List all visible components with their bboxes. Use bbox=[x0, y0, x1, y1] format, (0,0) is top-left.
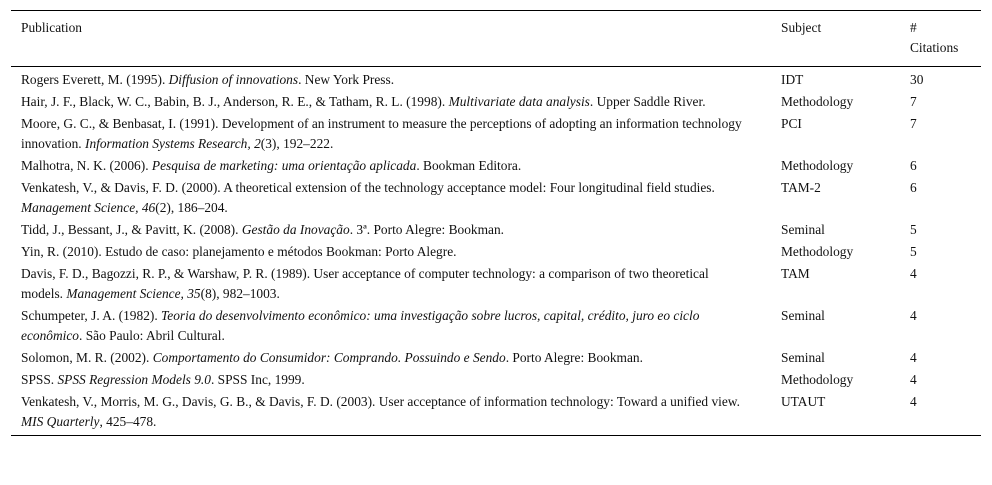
publication-italic-segment: Management Science, 35 bbox=[66, 286, 201, 301]
cell-publication bbox=[11, 67, 771, 93]
cell-publication bbox=[11, 220, 771, 242]
cell-subject: IDT bbox=[781, 72, 804, 87]
publication-text-segment: . SPSS Inc, 1999. bbox=[210, 372, 305, 387]
table-row bbox=[11, 348, 981, 370]
cell-subject: Seminal bbox=[781, 350, 825, 365]
cell-citations: 4 bbox=[910, 266, 917, 281]
publication-text-segment: Hair, J. F., Black, W. C., Babin, B. J., Anderson, R. E., & Tatham, R. L. (1998). bbox=[21, 94, 449, 109]
cell-subject: Seminal bbox=[781, 308, 825, 323]
cell-citations: 6 bbox=[910, 180, 917, 195]
table-row bbox=[11, 156, 981, 178]
publication-text-segment: . 3ª. Porto Alegre: Bookman. bbox=[349, 222, 505, 237]
publication-text-segment: Tidd, J., Bessant, J., & Pavitt, K. (2008). bbox=[21, 222, 242, 237]
citations-table-container bbox=[11, 10, 981, 436]
cell-publication bbox=[11, 242, 771, 264]
cell-citations: 4 bbox=[910, 394, 917, 409]
cell-citations: 4 bbox=[910, 350, 917, 365]
header-row bbox=[11, 11, 981, 67]
table-header bbox=[11, 11, 981, 67]
publication-italic-segment: Pesquisa de marketing: uma orientação aplicada bbox=[151, 158, 417, 173]
cell-subject: Methodology bbox=[781, 94, 854, 109]
cell-publication bbox=[11, 306, 771, 348]
table-row bbox=[11, 114, 981, 156]
cell-citations: 4 bbox=[910, 308, 917, 323]
publication-text-segment: , 425–478. bbox=[99, 414, 157, 429]
publication-text-segment: Davis, F. D., Bagozzi, R. P., & Warshaw, P. R. (1989). User acceptance of computer technology: a comparison of two theoretical models. bbox=[21, 266, 709, 301]
cell-subject: TAM-2 bbox=[781, 180, 821, 195]
header-subject: Subject bbox=[781, 20, 822, 35]
table-row bbox=[11, 67, 981, 93]
cell-publication bbox=[11, 264, 771, 306]
table-row bbox=[11, 392, 981, 436]
table-row bbox=[11, 370, 981, 392]
cell-subject: Seminal bbox=[781, 222, 825, 237]
publication-text-segment: . Bookman Editora. bbox=[416, 158, 522, 173]
publication-italic-segment: MIS Quarterly bbox=[21, 414, 100, 429]
publication-italic-segment: Information Systems Research, 2 bbox=[84, 136, 261, 151]
cell-publication bbox=[11, 156, 771, 178]
publication-text-segment: Venkatesh, V., Morris, M. G., Davis, G. B., & Davis, F. D. (2003). User acceptance of information technology: Toward a unified view. bbox=[21, 394, 740, 409]
cell-citations: 30 bbox=[910, 72, 924, 87]
table-row bbox=[11, 220, 981, 242]
publication-text-segment: . Porto Alegre: Bookman. bbox=[505, 350, 643, 365]
table-row bbox=[11, 92, 981, 114]
publication-text-segment: Schumpeter, J. A. (1982). bbox=[21, 308, 162, 323]
cell-subject: PCI bbox=[781, 116, 802, 131]
publication-text-segment: . New York Press. bbox=[298, 72, 395, 87]
cell-publication bbox=[11, 178, 771, 220]
table-body bbox=[11, 67, 981, 436]
publication-text-segment: (3), 192–222. bbox=[260, 136, 334, 151]
publication-italic-segment: Teoria do desenvolvimento econômico: uma investigação sobre lucros, capital, crédito, juro eo ciclo econômico bbox=[21, 308, 700, 343]
publication-text-segment: Moore, G. C., & Benbasat, I. (1991). Development of an instrument to measure the perceptions of adopting an information technology innovation. bbox=[21, 116, 742, 151]
cell-publication bbox=[11, 114, 771, 156]
cell-citations: 7 bbox=[910, 116, 917, 131]
publication-italic-segment: Multivariate data analysis bbox=[448, 94, 590, 109]
cell-subject: UTAUT bbox=[781, 394, 826, 409]
publication-text-segment: (2), 186–204. bbox=[155, 200, 228, 215]
publication-text-segment: Rogers Everett, M. (1995). bbox=[21, 72, 169, 87]
citations-table bbox=[11, 10, 981, 436]
cell-citations: 5 bbox=[910, 244, 917, 259]
publication-italic-segment: Gestão da Inovação bbox=[241, 222, 350, 237]
publication-text-segment: Solomon, M. R. (2002). bbox=[21, 350, 153, 365]
publication-italic-segment: Management Science, 46 bbox=[21, 200, 156, 215]
cell-subject: TAM bbox=[781, 266, 810, 281]
cell-subject: Methodology bbox=[781, 244, 854, 259]
header-citations-word: Citations bbox=[910, 40, 959, 55]
publication-text-segment: . São Paulo: Abril Cultural. bbox=[79, 328, 225, 343]
table-row bbox=[11, 178, 981, 220]
publication-text-segment: Venkatesh, V., & Davis, F. D. (2000). A theoretical extension of the technology acceptance model: Four longitudinal field studies. bbox=[21, 180, 715, 195]
cell-citations: 7 bbox=[910, 94, 917, 109]
publication-italic-segment: SPSS Regression Models 9.0 bbox=[57, 372, 211, 387]
table-row bbox=[11, 242, 981, 264]
publication-italic-segment: Diffusion of innovations bbox=[168, 72, 299, 87]
cell-publication bbox=[11, 348, 771, 370]
cell-publication bbox=[11, 392, 771, 436]
cell-citations: 6 bbox=[910, 158, 917, 173]
cell-publication bbox=[11, 370, 771, 392]
header-publication: Publication bbox=[21, 20, 82, 35]
header-citations bbox=[900, 11, 981, 67]
table-row bbox=[11, 306, 981, 348]
cell-subject: Methodology bbox=[781, 158, 854, 173]
publication-text-segment: Yin, R. (2010). Estudo de caso: planejamento e métodos Bookman: Porto Alegre. bbox=[21, 244, 457, 259]
publication-text-segment: . Upper Saddle River. bbox=[589, 94, 706, 109]
publication-text-segment: Malhotra, N. K. (2006). bbox=[21, 158, 152, 173]
cell-citations: 5 bbox=[910, 222, 917, 237]
publication-text-segment: (8), 982–1003. bbox=[200, 286, 280, 301]
cell-citations: 4 bbox=[910, 372, 917, 387]
publication-italic-segment: Comportamento do Consumidor: Comprando. Possuindo e Sendo bbox=[152, 350, 506, 365]
header-citations-hash: # bbox=[910, 20, 917, 35]
cell-subject: Methodology bbox=[781, 372, 854, 387]
publication-text-segment: SPSS. bbox=[21, 372, 58, 387]
table-row bbox=[11, 264, 981, 306]
cell-publication bbox=[11, 92, 771, 114]
